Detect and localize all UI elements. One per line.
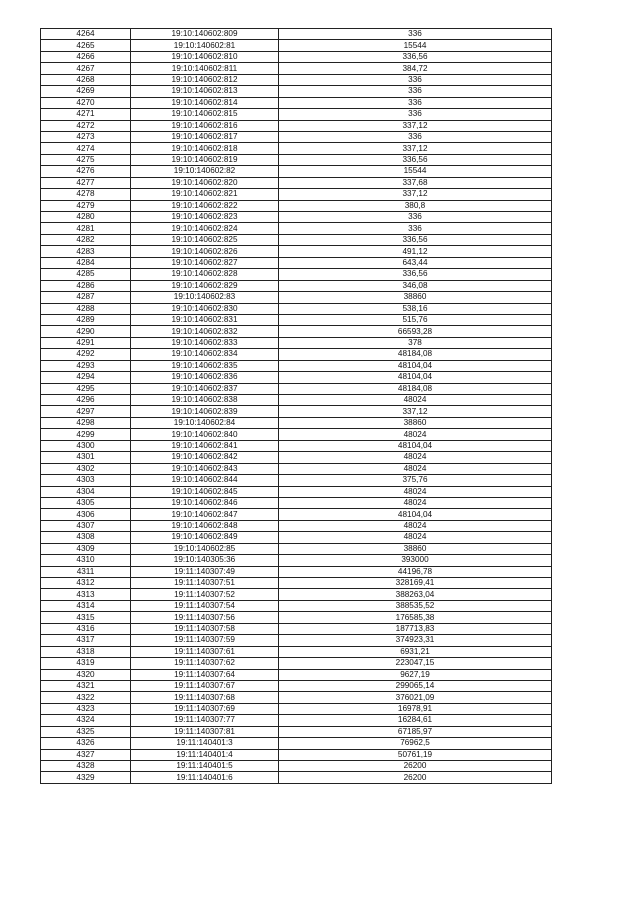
- row-number-cell: 4285: [41, 269, 131, 280]
- table-row: [41, 314, 552, 325]
- row-number-cell: 4315: [41, 612, 131, 623]
- table-row: [41, 406, 552, 417]
- table-row: [41, 703, 552, 714]
- row-number-cell: 4270: [41, 97, 131, 108]
- cadastral-number-cell: 19:10:140602:842: [131, 452, 279, 463]
- value-cell: 48104,04: [279, 372, 552, 383]
- row-number-cell: 4305: [41, 497, 131, 508]
- row-number-cell: 4298: [41, 417, 131, 428]
- value-cell: 44196,78: [279, 566, 552, 577]
- row-number-cell: 4324: [41, 715, 131, 726]
- value-cell: 48104,04: [279, 360, 552, 371]
- table-row: [41, 86, 552, 97]
- cadastral-number-cell: 19:11:140307:49: [131, 566, 279, 577]
- row-number-cell: 4329: [41, 772, 131, 783]
- cadastral-number-cell: 19:10:140602:834: [131, 349, 279, 360]
- value-cell: 374923,31: [279, 635, 552, 646]
- row-number-cell: 4321: [41, 680, 131, 691]
- row-number-cell: 4301: [41, 452, 131, 463]
- cadastral-number-cell: 19:10:140602:814: [131, 97, 279, 108]
- cadastral-number-cell: 19:10:140602:836: [131, 372, 279, 383]
- cadastral-number-cell: 19:10:140602:819: [131, 154, 279, 165]
- table-row: [41, 635, 552, 646]
- row-number-cell: 4322: [41, 692, 131, 703]
- table-row: [41, 97, 552, 108]
- table-row: [41, 383, 552, 394]
- value-cell: 336,56: [279, 269, 552, 280]
- table-row: [41, 337, 552, 348]
- table-row: [41, 543, 552, 554]
- table-row: [41, 429, 552, 440]
- value-cell: 48024: [279, 520, 552, 531]
- cadastral-number-cell: 19:11:140401:6: [131, 772, 279, 783]
- cadastral-number-cell: 19:11:140307:59: [131, 635, 279, 646]
- cadastral-number-cell: 19:11:140307:67: [131, 680, 279, 691]
- value-cell: 384,72: [279, 63, 552, 74]
- table-row: [41, 372, 552, 383]
- table-row: [41, 40, 552, 51]
- row-number-cell: 4269: [41, 86, 131, 97]
- cadastral-number-cell: 19:10:140602:844: [131, 475, 279, 486]
- row-number-cell: 4323: [41, 703, 131, 714]
- table-row: [41, 440, 552, 451]
- cadastral-number-cell: 19:10:140602:817: [131, 131, 279, 142]
- value-cell: 187713,83: [279, 623, 552, 634]
- cadastral-number-cell: 19:10:140602:839: [131, 406, 279, 417]
- table-row: [41, 131, 552, 142]
- cadastral-number-cell: 19:10:140602:823: [131, 212, 279, 223]
- row-number-cell: 4291: [41, 337, 131, 348]
- row-number-cell: 4309: [41, 543, 131, 554]
- value-cell: 643,44: [279, 257, 552, 268]
- row-number-cell: 4299: [41, 429, 131, 440]
- value-cell: 336: [279, 74, 552, 85]
- cadastral-number-cell: 19:10:140602:809: [131, 29, 279, 40]
- table-row: [41, 63, 552, 74]
- cadastral-number-cell: 19:11:140307:54: [131, 600, 279, 611]
- value-cell: 299065,14: [279, 680, 552, 691]
- row-number-cell: 4273: [41, 131, 131, 142]
- value-cell: 38860: [279, 417, 552, 428]
- value-cell: 48024: [279, 463, 552, 474]
- value-cell: 48024: [279, 429, 552, 440]
- row-number-cell: 4275: [41, 154, 131, 165]
- value-cell: 388263,04: [279, 589, 552, 600]
- row-number-cell: 4314: [41, 600, 131, 611]
- value-cell: 337,12: [279, 143, 552, 154]
- row-number-cell: 4313: [41, 589, 131, 600]
- cadastral-number-cell: 19:10:140602:810: [131, 51, 279, 62]
- table-row: [41, 726, 552, 737]
- row-number-cell: 4310: [41, 555, 131, 566]
- table-row: [41, 349, 552, 360]
- table-row: [41, 189, 552, 200]
- value-cell: 16284,61: [279, 715, 552, 726]
- row-number-cell: 4317: [41, 635, 131, 646]
- value-cell: 48024: [279, 486, 552, 497]
- cadastral-number-cell: 19:11:140307:68: [131, 692, 279, 703]
- table-row: [41, 257, 552, 268]
- table-row: [41, 669, 552, 680]
- cadastral-number-cell: 19:10:140602:846: [131, 497, 279, 508]
- table-row: [41, 326, 552, 337]
- table-row: [41, 303, 552, 314]
- row-number-cell: 4288: [41, 303, 131, 314]
- cadastral-number-cell: 19:10:140602:838: [131, 395, 279, 406]
- table-row: [41, 475, 552, 486]
- table-row: [41, 692, 552, 703]
- value-cell: 76962,5: [279, 738, 552, 749]
- table-row: [41, 509, 552, 520]
- cadastral-number-cell: 19:11:140307:81: [131, 726, 279, 737]
- row-number-cell: 4304: [41, 486, 131, 497]
- cadastral-number-cell: 19:10:140602:812: [131, 74, 279, 85]
- row-number-cell: 4287: [41, 292, 131, 303]
- row-number-cell: 4289: [41, 314, 131, 325]
- row-number-cell: 4318: [41, 646, 131, 657]
- row-number-cell: 4325: [41, 726, 131, 737]
- value-cell: 337,12: [279, 406, 552, 417]
- value-cell: 48024: [279, 395, 552, 406]
- table-row: [41, 532, 552, 543]
- row-number-cell: 4303: [41, 475, 131, 486]
- table-row: [41, 555, 552, 566]
- value-cell: 337,12: [279, 120, 552, 131]
- value-cell: 48104,04: [279, 509, 552, 520]
- cadastral-number-cell: 19:10:140602:833: [131, 337, 279, 348]
- data-table: [40, 28, 552, 784]
- table-row: [41, 120, 552, 131]
- value-cell: 328169,41: [279, 578, 552, 589]
- table-row: [41, 360, 552, 371]
- value-cell: 380,8: [279, 200, 552, 211]
- cadastral-number-cell: 19:10:140602:832: [131, 326, 279, 337]
- table-row: [41, 177, 552, 188]
- table-row: [41, 749, 552, 760]
- value-cell: 223047,15: [279, 658, 552, 669]
- value-cell: 67185,97: [279, 726, 552, 737]
- row-number-cell: 4328: [41, 761, 131, 772]
- value-cell: 515,76: [279, 314, 552, 325]
- value-cell: 375,76: [279, 475, 552, 486]
- value-cell: 48024: [279, 497, 552, 508]
- value-cell: 538,16: [279, 303, 552, 314]
- cadastral-number-cell: 19:10:140602:829: [131, 280, 279, 291]
- row-number-cell: 4267: [41, 63, 131, 74]
- table-row: [41, 51, 552, 62]
- cadastral-number-cell: 19:10:140602:815: [131, 109, 279, 120]
- row-number-cell: 4271: [41, 109, 131, 120]
- table-row: [41, 29, 552, 40]
- table-row: [41, 292, 552, 303]
- row-number-cell: 4327: [41, 749, 131, 760]
- table-row: [41, 680, 552, 691]
- value-cell: 50761,19: [279, 749, 552, 760]
- value-cell: 48184,08: [279, 349, 552, 360]
- value-cell: 48024: [279, 532, 552, 543]
- row-number-cell: 4295: [41, 383, 131, 394]
- table-row: [41, 497, 552, 508]
- value-cell: 15544: [279, 166, 552, 177]
- cadastral-number-cell: 19:10:140602:84: [131, 417, 279, 428]
- cadastral-number-cell: 19:10:140602:835: [131, 360, 279, 371]
- cadastral-number-cell: 19:11:140307:62: [131, 658, 279, 669]
- row-number-cell: 4278: [41, 189, 131, 200]
- table-row: [41, 566, 552, 577]
- row-number-cell: 4311: [41, 566, 131, 577]
- row-number-cell: 4272: [41, 120, 131, 131]
- cadastral-number-cell: 19:10:140602:818: [131, 143, 279, 154]
- row-number-cell: 4290: [41, 326, 131, 337]
- table-row: [41, 269, 552, 280]
- row-number-cell: 4280: [41, 212, 131, 223]
- table-row: [41, 646, 552, 657]
- table-row: [41, 520, 552, 531]
- row-number-cell: 4264: [41, 29, 131, 40]
- table-row: [41, 486, 552, 497]
- table-row: [41, 738, 552, 749]
- value-cell: 376021,09: [279, 692, 552, 703]
- value-cell: 48184,08: [279, 383, 552, 394]
- row-number-cell: 4297: [41, 406, 131, 417]
- row-number-cell: 4274: [41, 143, 131, 154]
- cadastral-number-cell: 19:10:140602:845: [131, 486, 279, 497]
- cadastral-number-cell: 19:10:140602:837: [131, 383, 279, 394]
- row-number-cell: 4276: [41, 166, 131, 177]
- cadastral-number-cell: 19:10:140602:824: [131, 223, 279, 234]
- cadastral-number-cell: 19:11:140307:77: [131, 715, 279, 726]
- cadastral-number-cell: 19:11:140307:64: [131, 669, 279, 680]
- row-number-cell: 4292: [41, 349, 131, 360]
- table-row: [41, 715, 552, 726]
- value-cell: 336: [279, 109, 552, 120]
- value-cell: 48104,04: [279, 440, 552, 451]
- value-cell: 6931,21: [279, 646, 552, 657]
- value-cell: 176585,38: [279, 612, 552, 623]
- table-row: [41, 772, 552, 783]
- table-row: [41, 154, 552, 165]
- table-row: [41, 246, 552, 257]
- row-number-cell: 4326: [41, 738, 131, 749]
- row-number-cell: 4316: [41, 623, 131, 634]
- row-number-cell: 4308: [41, 532, 131, 543]
- row-number-cell: 4320: [41, 669, 131, 680]
- row-number-cell: 4286: [41, 280, 131, 291]
- row-number-cell: 4282: [41, 234, 131, 245]
- table-row: [41, 280, 552, 291]
- value-cell: 9627,19: [279, 669, 552, 680]
- cadastral-number-cell: 19:10:140602:849: [131, 532, 279, 543]
- cadastral-number-cell: 19:10:140602:822: [131, 200, 279, 211]
- row-number-cell: 4283: [41, 246, 131, 257]
- cadastral-number-cell: 19:11:140401:4: [131, 749, 279, 760]
- value-cell: 337,12: [279, 189, 552, 200]
- value-cell: 336: [279, 223, 552, 234]
- value-cell: 336: [279, 212, 552, 223]
- value-cell: 336: [279, 97, 552, 108]
- row-number-cell: 4300: [41, 440, 131, 451]
- cadastral-number-cell: 19:11:140307:61: [131, 646, 279, 657]
- cadastral-number-cell: 19:10:140602:816: [131, 120, 279, 131]
- cadastral-number-cell: 19:10:140602:841: [131, 440, 279, 451]
- table-row: [41, 143, 552, 154]
- table-row: [41, 200, 552, 211]
- table-body: [41, 29, 552, 784]
- cadastral-number-cell: 19:10:140602:82: [131, 166, 279, 177]
- cadastral-number-cell: 19:10:140602:847: [131, 509, 279, 520]
- table-row: [41, 109, 552, 120]
- value-cell: 337,68: [279, 177, 552, 188]
- value-cell: 336: [279, 86, 552, 97]
- table-row: [41, 452, 552, 463]
- value-cell: 336,56: [279, 234, 552, 245]
- table-row: [41, 623, 552, 634]
- cadastral-number-cell: 19:11:140307:58: [131, 623, 279, 634]
- value-cell: 26200: [279, 761, 552, 772]
- row-number-cell: 4265: [41, 40, 131, 51]
- cadastral-number-cell: 19:10:140305:36: [131, 555, 279, 566]
- row-number-cell: 4279: [41, 200, 131, 211]
- table-row: [41, 212, 552, 223]
- value-cell: 491,12: [279, 246, 552, 257]
- value-cell: 38860: [279, 292, 552, 303]
- value-cell: 26200: [279, 772, 552, 783]
- row-number-cell: 4312: [41, 578, 131, 589]
- cadastral-number-cell: 19:11:140307:69: [131, 703, 279, 714]
- row-number-cell: 4277: [41, 177, 131, 188]
- table-row: [41, 463, 552, 474]
- value-cell: 378: [279, 337, 552, 348]
- cadastral-number-cell: 19:10:140602:840: [131, 429, 279, 440]
- value-cell: 16978,91: [279, 703, 552, 714]
- value-cell: 336: [279, 131, 552, 142]
- cadastral-number-cell: 19:10:140602:831: [131, 314, 279, 325]
- cadastral-number-cell: 19:10:140602:826: [131, 246, 279, 257]
- row-number-cell: 4266: [41, 51, 131, 62]
- cadastral-number-cell: 19:11:140401:3: [131, 738, 279, 749]
- table-row: [41, 395, 552, 406]
- row-number-cell: 4293: [41, 360, 131, 371]
- value-cell: 38860: [279, 543, 552, 554]
- value-cell: 388535,52: [279, 600, 552, 611]
- value-cell: 336,56: [279, 154, 552, 165]
- cadastral-number-cell: 19:10:140602:820: [131, 177, 279, 188]
- value-cell: 393000: [279, 555, 552, 566]
- value-cell: 15544: [279, 40, 552, 51]
- row-number-cell: 4296: [41, 395, 131, 406]
- cadastral-number-cell: 19:11:140307:52: [131, 589, 279, 600]
- cadastral-number-cell: 19:10:140602:830: [131, 303, 279, 314]
- table-row: [41, 166, 552, 177]
- cadastral-number-cell: 19:11:140307:51: [131, 578, 279, 589]
- cadastral-number-cell: 19:10:140602:848: [131, 520, 279, 531]
- row-number-cell: 4268: [41, 74, 131, 85]
- value-cell: 346,08: [279, 280, 552, 291]
- cadastral-number-cell: 19:10:140602:827: [131, 257, 279, 268]
- cadastral-number-cell: 19:11:140307:56: [131, 612, 279, 623]
- table-row: [41, 74, 552, 85]
- row-number-cell: 4319: [41, 658, 131, 669]
- value-cell: 336,56: [279, 51, 552, 62]
- row-number-cell: 4281: [41, 223, 131, 234]
- table-row: [41, 761, 552, 772]
- cadastral-number-cell: 19:10:140602:843: [131, 463, 279, 474]
- table-row: [41, 612, 552, 623]
- cadastral-number-cell: 19:11:140401:5: [131, 761, 279, 772]
- table-row: [41, 578, 552, 589]
- table-row: [41, 600, 552, 611]
- value-cell: 336: [279, 29, 552, 40]
- cadastral-number-cell: 19:10:140602:83: [131, 292, 279, 303]
- cadastral-number-cell: 19:10:140602:81: [131, 40, 279, 51]
- table-row: [41, 234, 552, 245]
- row-number-cell: 4306: [41, 509, 131, 520]
- row-number-cell: 4307: [41, 520, 131, 531]
- value-cell: 66593,28: [279, 326, 552, 337]
- table-row: [41, 658, 552, 669]
- row-number-cell: 4284: [41, 257, 131, 268]
- table-row: [41, 589, 552, 600]
- cadastral-number-cell: 19:10:140602:811: [131, 63, 279, 74]
- value-cell: 48024: [279, 452, 552, 463]
- row-number-cell: 4294: [41, 372, 131, 383]
- cadastral-number-cell: 19:10:140602:813: [131, 86, 279, 97]
- table-row: [41, 223, 552, 234]
- cadastral-number-cell: 19:10:140602:825: [131, 234, 279, 245]
- cadastral-number-cell: 19:10:140602:828: [131, 269, 279, 280]
- cadastral-number-cell: 19:10:140602:85: [131, 543, 279, 554]
- table-row: [41, 417, 552, 428]
- cadastral-number-cell: 19:10:140602:821: [131, 189, 279, 200]
- row-number-cell: 4302: [41, 463, 131, 474]
